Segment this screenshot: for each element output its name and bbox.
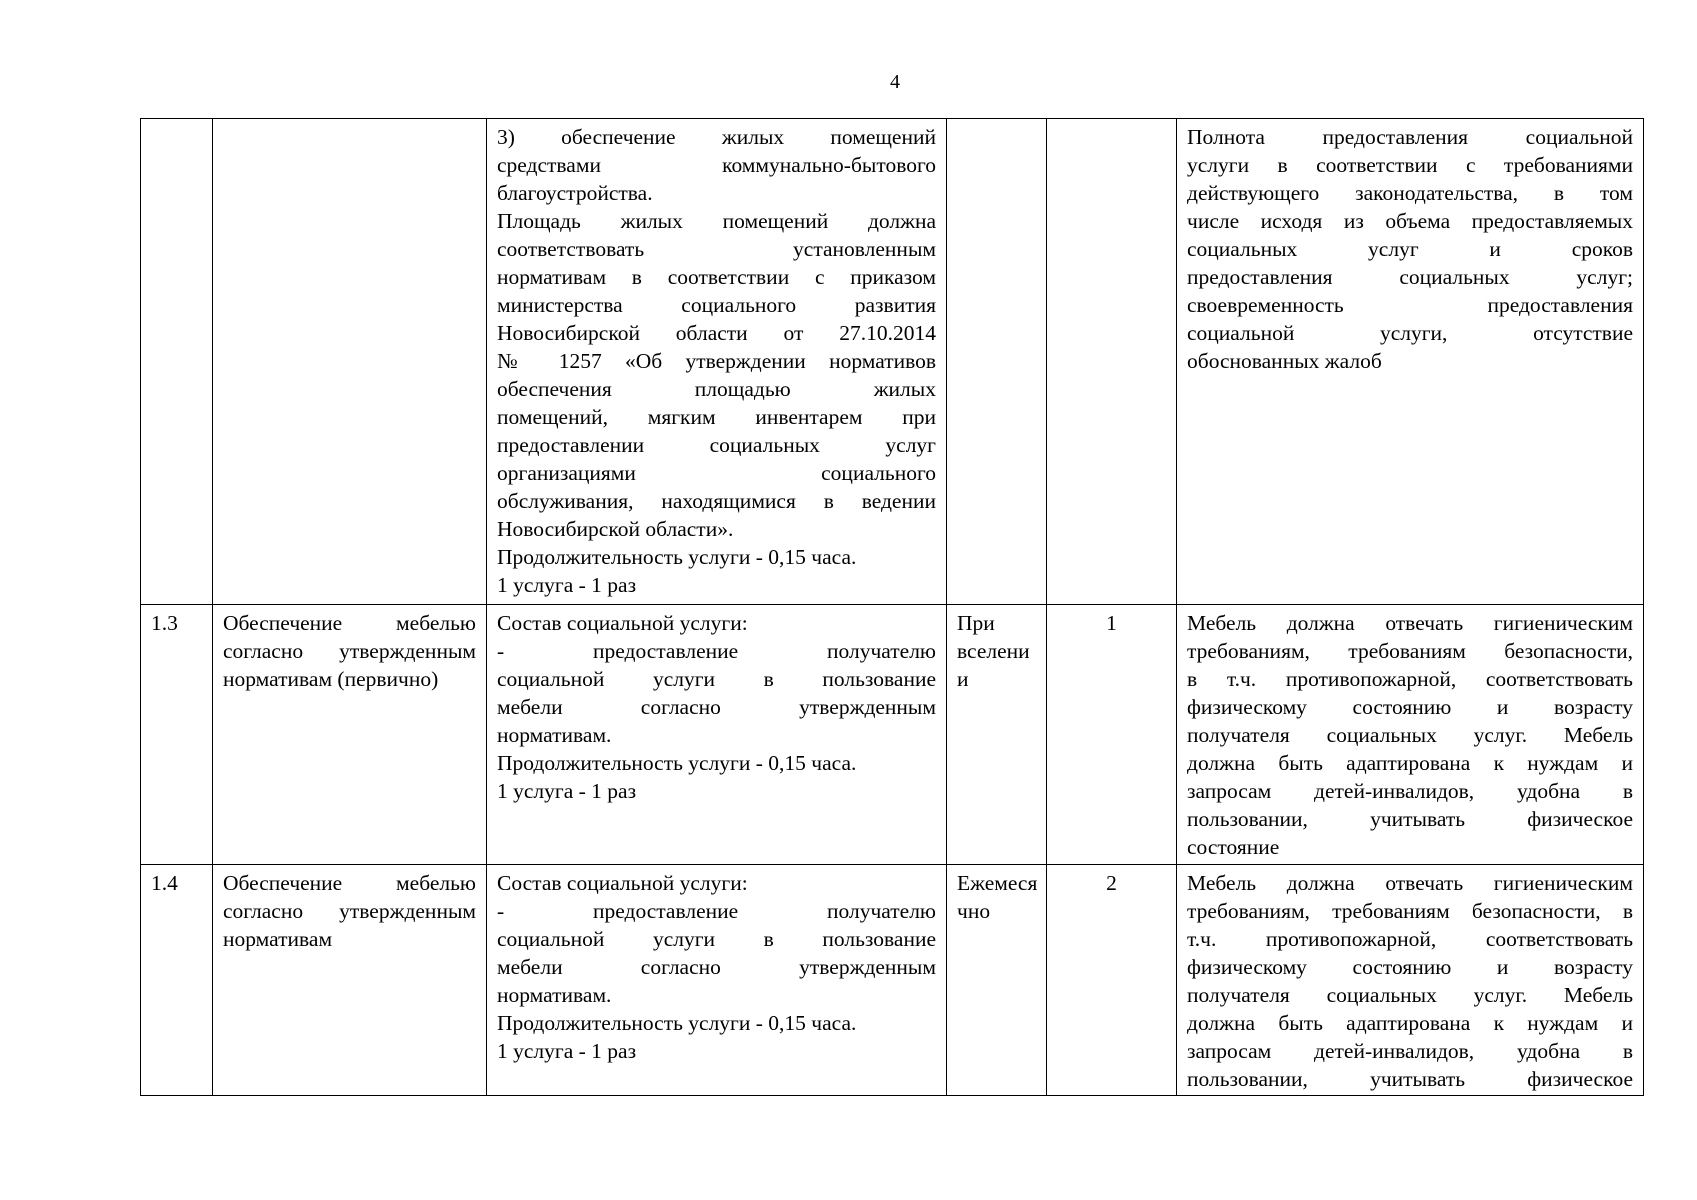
service-quality [1177, 605, 1644, 865]
quality-line: т.ч. противопожарной, соответствовать [1187, 927, 1633, 951]
content-line: министерства социального развития [497, 293, 936, 317]
content-line: Состав социальной услуги: [497, 871, 748, 895]
name-line: согласно утвержденным [223, 639, 476, 663]
name-line: нормативам [223, 927, 333, 951]
row-number [141, 119, 213, 605]
quality-line: должна быть адаптирована к нуждам и [1187, 751, 1633, 775]
content-line: нормативам в соответствии с приказом [497, 265, 936, 289]
table-row [141, 605, 1644, 865]
content-line: Продолжительность услуги - 0,15 часа. [497, 545, 857, 569]
quality-line: действующего законодательства, в том [1187, 181, 1633, 205]
content-line: социальной услуги в пользование [497, 927, 936, 951]
quality-line: запросам детей-инвалидов, удобна в [1187, 1039, 1633, 1063]
service-quantity [1047, 119, 1177, 605]
name-line: Обеспечение мебелью [223, 871, 476, 895]
content-line: 3) обеспечение жилых помещений [497, 125, 936, 149]
quality-line: предоставления социальных услуг; [1187, 265, 1633, 289]
service-name [213, 865, 487, 1096]
content-line: 1 услуга - 1 раз [497, 1039, 637, 1063]
quality-line: Полнота предоставления социальной [1187, 125, 1633, 149]
content-line: мебели согласно утвержденным [497, 955, 936, 979]
quality-line: физическому состоянию и возрасту [1187, 695, 1633, 719]
content-line: Состав социальной услуги: [497, 611, 748, 635]
table-row [141, 119, 1644, 605]
row-number: 1.3 [141, 605, 213, 865]
quality-line: в т.ч. противопожарной, соответствовать [1187, 667, 1633, 691]
content-line: - предоставление получателю [497, 639, 936, 663]
content-line: обеспечения площадью жилых [497, 377, 936, 401]
quality-line: физическому состоянию и возрасту [1187, 955, 1633, 979]
service-name [213, 119, 487, 605]
quality-line: должна быть адаптирована к нуждам и [1187, 1011, 1633, 1035]
period-line: Ежемеся [957, 871, 1038, 895]
quality-line: пользовании, учитывать физическое [1187, 1067, 1633, 1091]
quality-line: состояние [1187, 835, 1280, 859]
service-quantity: 1 [1047, 605, 1177, 865]
content-line: Площадь жилых помещений должна [497, 209, 936, 233]
service-period [947, 605, 1047, 865]
content-line: мебели согласно утвержденным [497, 695, 936, 719]
quality-line: пользовании, учитывать физическое [1187, 807, 1633, 831]
services-table [140, 118, 1644, 1096]
quality-line: обоснованных жалоб [1187, 349, 1382, 373]
service-quantity: 2 [1047, 865, 1177, 1096]
name-line: нормативам (первично) [223, 667, 439, 691]
quality-line: Мебель должна отвечать гигиеническим [1187, 611, 1633, 635]
quality-line: запросам детей-инвалидов, удобна в [1187, 779, 1633, 803]
content-line: - предоставление получателю [497, 899, 936, 923]
quality-line: услуги в соответствии с требованиями [1187, 153, 1633, 177]
period-line: вселени [957, 639, 1030, 663]
quality-line: Мебель должна отвечать гигиеническим [1187, 871, 1633, 895]
quality-line: требованиям, требованиям безопасности, в [1187, 899, 1633, 923]
content-line: Продолжительность услуги - 0,15 часа. [497, 1011, 857, 1035]
quality-line: своевременность предоставления [1187, 293, 1633, 317]
quality-line: числе исходя из объема предоставляемых [1187, 209, 1633, 233]
service-period [947, 119, 1047, 605]
content-line: благоустройства. [497, 181, 653, 205]
content-line: организациями социального [497, 461, 936, 485]
page-number: 4 [890, 71, 900, 93]
content-line: средствами коммунально-бытового [497, 153, 936, 177]
content-line: нормативам. [497, 983, 612, 1007]
period-line: чно [957, 899, 991, 923]
content-line: Новосибирской области от 27.10.2014 [497, 321, 936, 345]
name-line: Обеспечение мебелью [223, 611, 476, 635]
content-line: № 1257 «Об утверждении нормативов [497, 349, 936, 373]
content-line: 1 услуга - 1 раз [497, 573, 637, 597]
content-line: нормативам. [497, 723, 612, 747]
name-line: согласно утвержденным [223, 899, 476, 923]
quality-line: получателя социальных услуг. Мебель [1187, 723, 1633, 747]
quality-line: социальной услуги, отсутствие [1187, 321, 1633, 345]
service-name [213, 605, 487, 865]
quality-line: требованиям, требованиям безопасности, [1187, 639, 1633, 663]
content-line: Новосибирской области». [497, 517, 734, 541]
content-line: Продолжительность услуги - 0,15 часа. [497, 751, 857, 775]
content-line: обслуживания, находящимися в ведении [497, 489, 936, 513]
content-line: соответствовать установленным [497, 237, 936, 261]
period-line: При [957, 611, 995, 635]
row-number: 1.4 [141, 865, 213, 1096]
period-line: и [957, 667, 969, 691]
content-line: 1 услуга - 1 раз [497, 779, 637, 803]
table-row [141, 865, 1644, 1096]
content-line: социальной услуги в пользование [497, 667, 936, 691]
content-line: предоставлении социальных услуг [497, 433, 936, 457]
content-line: помещений, мягким инвентарем при [497, 405, 936, 429]
service-content [487, 119, 947, 605]
service-content [487, 605, 947, 865]
service-period [947, 865, 1047, 1096]
service-quality [1177, 119, 1644, 605]
service-content [487, 865, 947, 1096]
quality-line: получателя социальных услуг. Мебель [1187, 983, 1633, 1007]
quality-line: социальных услуг и сроков [1187, 237, 1633, 261]
service-quality [1177, 865, 1644, 1096]
